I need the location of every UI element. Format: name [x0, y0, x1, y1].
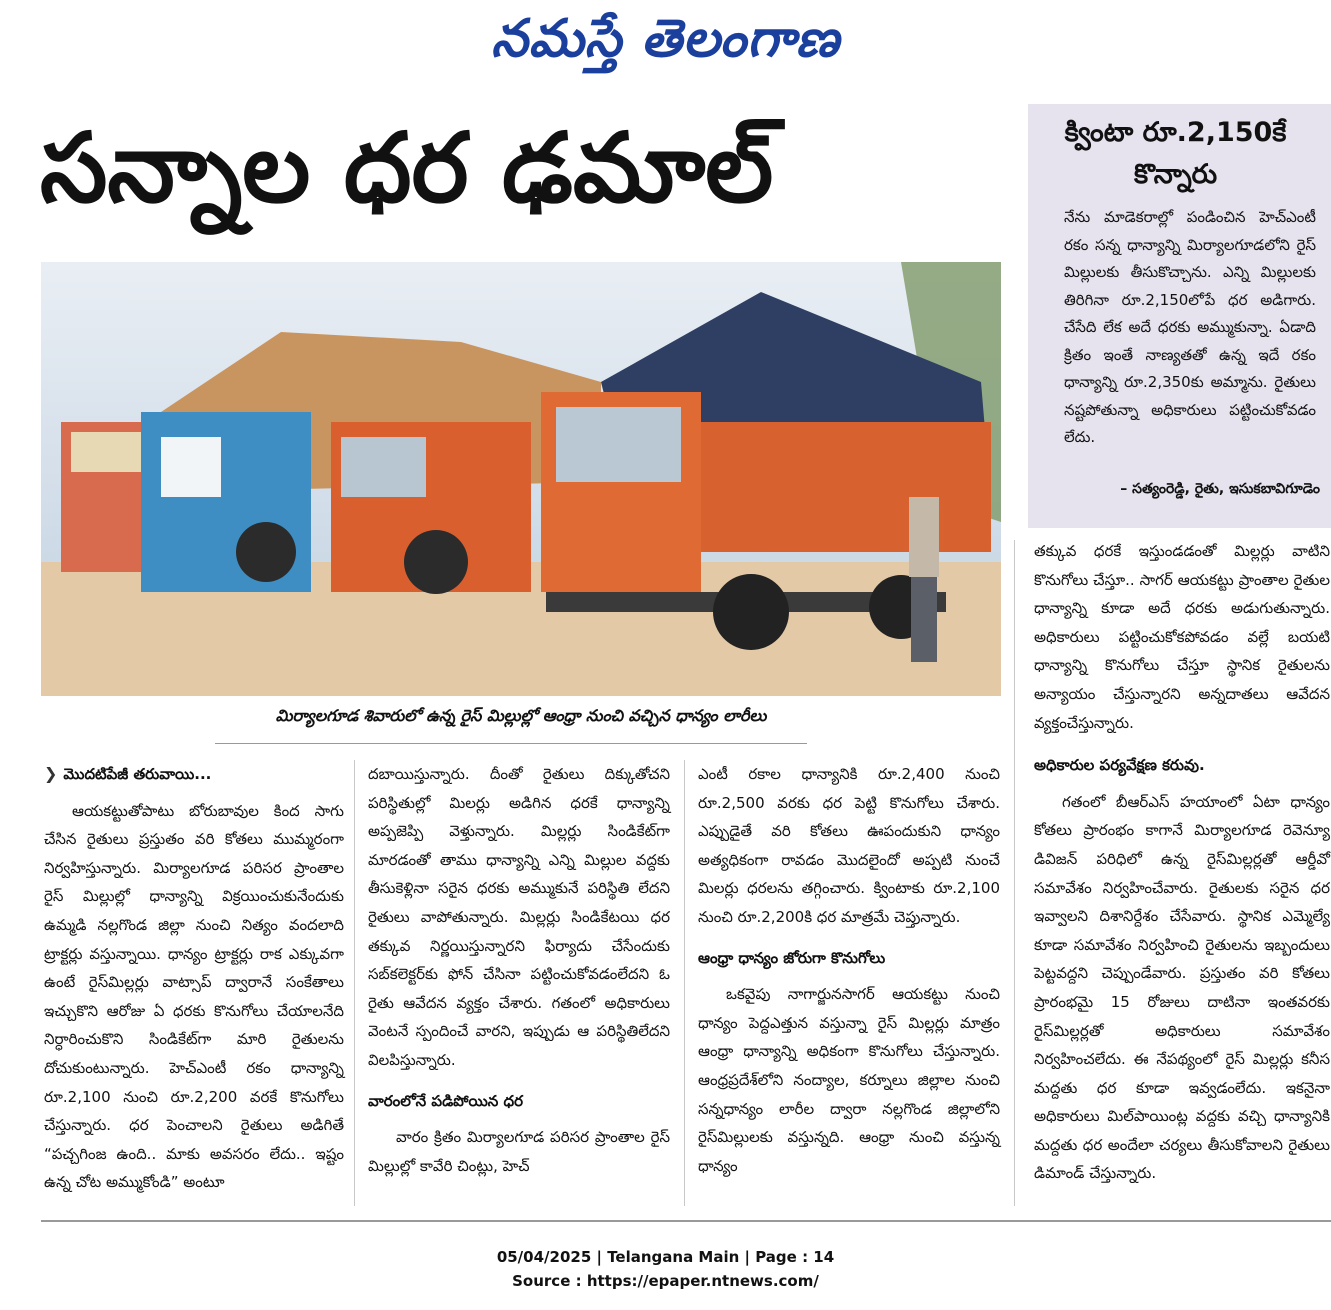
- footer-edition-info: 05/04/2025 | Telangana Main | Page : 14: [496, 1248, 835, 1266]
- newspaper-masthead: నమస్తే తెలంగాణ: [491, 8, 840, 69]
- photo-caption: మిర్యాలగూడ శివారులో ఉన్న రైస్ మిల్లుల్లో ఆంధ్రా నుంచి వచ్చిన ధాన్యం లారీలు: [275, 706, 767, 725]
- column-3-paragraph-2: ఒకవైపు నాగార్జునసాగర్ ఆయకట్టు నుంచి ధాన్యం పెద్దఎత్తున వస్తున్నా రైస్ మిల్లర్లు మాత్రం ఆంధ్రా ధాన్యాన్ని అధికంగా కొనుగోలు చేస్తున్నారు. ఆంధ్రప్రదేశ్‌లోని నంద్యాల, కర్నూలు జిల్లాల నుంచి సన్నధాన్యం లారీల ద్వారా నల్లగొండ జిల్లాలోని రైస్‌మిల్లులకు వస్తున్నది. ఆంధ్రా నుంచి వస్తున్న ధాన్యం: [698, 985, 1000, 1175]
- column-4-subheading: అధికారుల పర్యవేక్షణ కరువు.: [1034, 756, 1205, 775]
- article-column-2: [368, 760, 670, 1180]
- sidebar-title: క్వింటా రూ.2,150కే కొన్నారు: [1064, 117, 1287, 190]
- footer-source: Source : https://epaper.ntnews.com/: [512, 1272, 819, 1290]
- column-3-paragraph-1: ఎంటీ రకాల ధాన్యానికి రూ.2,400 నుంచి రూ.2,500 వరకు ధర పెట్టి కొనుగోలు చేశారు. ఎప్పుడైతే వరి కోతలు ఊపందుకుని ధాన్యం అత్యధికంగా రావడం మొదలైందో అప్పటి నుంచే మిలర్లు ధరలను తగ్గించారు. క్వింటాకు రూ.2,100 నుంచి రూ.2,200కి ధర మాత్రమే చెప్తున్నారు.: [698, 765, 1000, 926]
- jump-text: మొదటిపేజీ తరువాయి...: [63, 765, 212, 783]
- trucks-photo-illustration: [41, 262, 1001, 696]
- column-4-paragraph-2: గతంలో బీఆర్ఎస్ హయాంలో ఏటా ధాన్యం కోతలు ప్రారంభం కాగానే మిర్యాలగూడ రెవెన్యూ డివిజన్ పరిధిలో ఉన్న రైస్‌మిల్లర్లతో ఆర్డీవో సమావేశం నిర్వహించేవారు. రైతులకు సరైన ధర ఇవ్వాలని దిశానిర్దేశం చేసేవారు. స్థానిక ఎమ్మెల్యే కూడా సమావేశం నిర్వహించి రైతులను ఇబ్బందులు పెట్టవద్దని చెప్పుండేవారు. ప్రస్తుతం వరి కోతలు ప్రారంభమై 15 రోజులు దాటినా ఇంతవరకు రైస్‌మిల్లర్లతో అధికారులు సమావేశం నిర్వహించలేదు. ఈ నేపథ్యంలో రైస్ మిల్లర్లు కనీస మద్దతు ధర కూడా ఇవ్వడంలేదు. ఇకనైనా అధికారులు మిల్‌పాయింట్ల వద్దకు వచ్చి ధాన్యానికి మద్దతు ధర అందేలా చర్యలు తీసుకోవాలని రైతులు డిమాండ్ చేస్తున్నారు.: [1034, 792, 1330, 1183]
- jump-line: [44, 760, 344, 789]
- chevron-right-icon: ❯: [44, 764, 58, 783]
- column-divider: [1014, 540, 1015, 1206]
- column-3-subheading: ఆంధ్రా ధాన్యం జోరుగా కొనుగోలు: [698, 948, 886, 967]
- article-photo: [41, 262, 1001, 696]
- article-column-4: [1034, 537, 1330, 1188]
- column-1-paragraph: ఆయకట్టుతోపాటు బోరుబావుల కింద సాగు చేసిన రైతులు ప్రస్తుతం వరి కోతలు ముమ్మరంగా నిర్వహిస్తున్నారు. మిర్యాలగూడ పరిసర ప్రాంతాల రైస్ మిల్లుల్లో ధాన్యాన్ని విక్రయించుకునేందుకు ఉమ్మడి నల్లగొండ జిల్లా నుంచి నిత్యం వందలాది ట్రాక్టర్లు వస్తున్నాయి. ధాన్యం ట్రాక్టర్లు రాక ఎక్కువగా ఉంటే రైస్‌మిల్లర్లు వాట్సాప్ ద్వారానే సంకేతాలు ఇచ్చుకొని ఆరోజు ఏ ధరకు కొనుగోలు చేయాలనేది నిర్ధారించుకొని సిండికేట్‌గా మారి రైతులను దోచుకుంటున్నారు. హెచ్ఎంటీ రకం ధాన్యాన్ని రూ.2,100 నుంచి రూ.2,200 వరకే కొనుగోలు చేస్తున్నారు. ధర పెంచాలని రైతులు అడిగితే “పచ్చగింజ ఉంది.. మాకు అవసరం లేదు.. ఇష్టం ఉన్న చోట అమ్ముకోండి” అంటూ: [44, 801, 344, 1192]
- column-2-paragraph-1: దబాయిస్తున్నారు. దీంతో రైతులు దిక్కుతోచని పరిస్థితుల్లో మిలర్లు అడిగిన ధరకే ధాన్యాన్ని అప్పజెప్పి వెళ్తున్నారు. మిల్లర్లు సిండికేట్‌గా మారడంతో తాము ధాన్యాన్ని ఎన్ని మిల్లుల వద్దకు తీసుకెళ్లినా సరైన ధరకు అమ్ముకునే పరిస్థితి లేదని రైతులు వాపోతున్నారు. మిల్లర్లు సిండికేటయి ధర తక్కువ నిర్ణయిస్తున్నారని ఫిర్యాదు చేసేందుకు సబ్‌కలెక్టర్‌కు ఫోన్ చేసినా పట్టించుకోవడంలేదని ఓ రైతు ఆవేదన వ్యక్తం చేశారు. గతంలో అధికారులు వెంటనే స్పందించే వారని, ఇప్పుడు ఆ పరిస్థితిలేదని విలపిస్తున్నారు.: [368, 765, 670, 1069]
- article-headline: సన్నాల ధర ఢమాల్: [40, 112, 774, 224]
- column-divider: [354, 760, 355, 1206]
- sidebar-signature: – సత్యంరెడ్డి, రైతు, ఇసుకబావిగూడెం: [1120, 481, 1320, 497]
- column-2-paragraph-2: వారం క్రితం మిర్యాలగూడ పరిసర ప్రాంతాల రైస్ మిల్లుల్లో కావేరి చింట్లు, హెచ్: [368, 1128, 670, 1175]
- caption-divider: [215, 743, 807, 744]
- column-2-subheading: వారంలోనే పడిపోయిన ధర: [368, 1091, 523, 1110]
- page-bottom-divider: [41, 1220, 1331, 1222]
- column-4-paragraph-1: తక్కువ ధరకే ఇస్తుండడంతో మిల్లర్లు వాటిని కొనుగోలు చేస్తూ.. సాగర్ ఆయకట్టు ప్రాంతాల రైతుల ధాన్యాన్ని కూడా అదే ధరకు అడుగుతున్నారు. అధికారులు పట్టించుకోకపోవడం వల్లే బయటి ధాన్యాన్ని కొనుగోలు చేస్తూ స్థానిక రైతులను అన్యాయం చేస్తున్నారని అన్నదాతలు ఆవేదన వ్యక్తంచేస్తున్నారు.: [1034, 542, 1330, 732]
- column-divider: [684, 760, 685, 1206]
- article-column-1: [44, 760, 344, 1197]
- sidebar-body: నేను మాడెకరాల్లో పండించిన హెచ్ఎంటీ రకం సన్న ధాన్యాన్ని మిర్యాలగూడలోని రైస్ మిల్లులకు తీసుకొచ్చాను. ఎన్ని మిల్లులకు తిరిగినా రూ.2,150లోపే ధర అడిగారు. చేసేది లేక అదే ధరకు అమ్ముకున్నా. ఏడాది క్రితం ఇంతే నాణ్యతతో ఉన్న ఇదే రకం ధాన్యాన్ని రూ.2,350కు అమ్మాను. రైతులు నష్టపోతున్నా అధికారులు పట్టించుకోవడం లేదు.: [1064, 208, 1316, 446]
- article-column-3: [698, 760, 1000, 1180]
